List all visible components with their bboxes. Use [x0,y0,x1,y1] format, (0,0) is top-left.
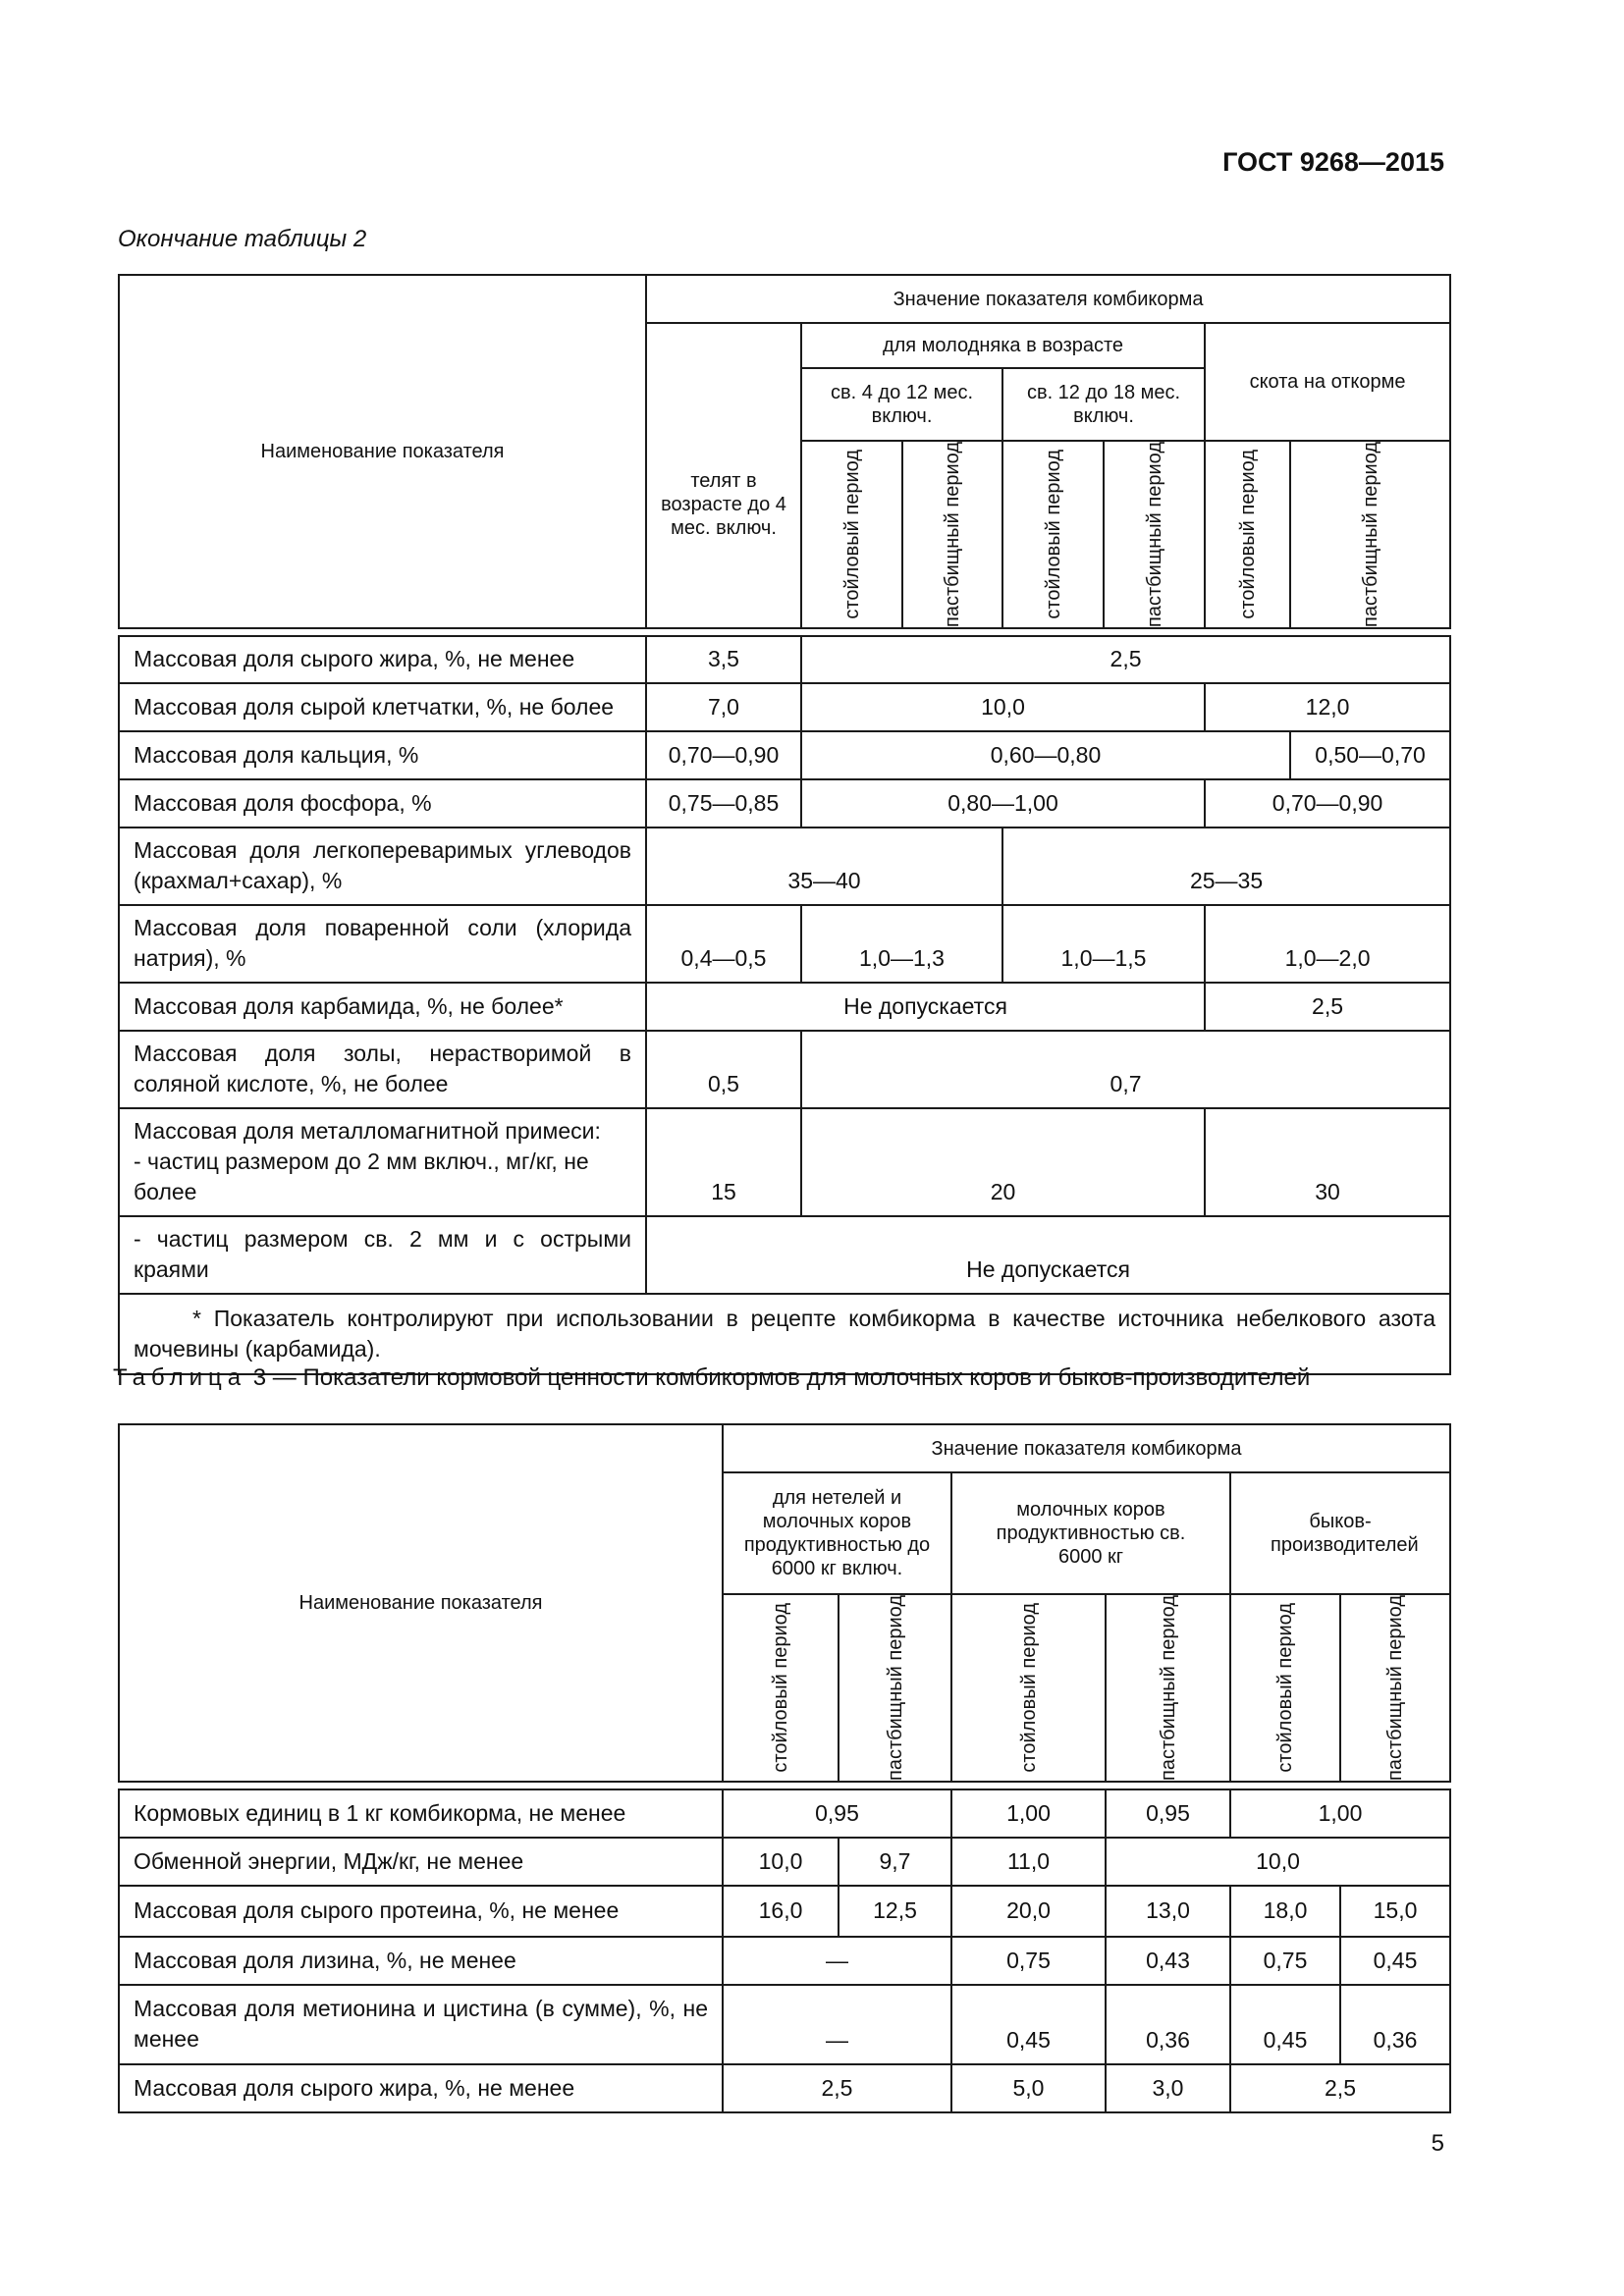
row-label: Массовая доля металломагнитной примеси: - частиц размером до 2 мм включ., мг/кг, не более [119,1108,646,1216]
cell: 0,36 [1106,1985,1230,2064]
t3-header-stall-2: стойловый период [951,1594,1106,1782]
cell: 16,0 [723,1886,839,1937]
cell: 0,4—0,5 [646,905,801,983]
cell: 0,45 [1340,1937,1450,1985]
cell: 1,0—1,3 [801,905,1002,983]
cell: 0,80—1,00 [801,779,1205,828]
table-row [119,1937,1450,1985]
cell: — [723,1985,951,2064]
cell: 18,0 [1230,1886,1340,1937]
cell: 9,7 [839,1838,951,1886]
cell: 2,5 [1230,2064,1450,2112]
table-row [119,828,1450,905]
cell: 12,0 [1205,683,1450,731]
row-label: Кормовых единиц в 1 кг комбикорма, не менее [119,1789,723,1838]
row-label: Массовая доля метионина и цистина (в сумме), %, не менее [119,1985,723,2064]
cell: 10,0 [1106,1838,1450,1886]
table2-caption: Окончание таблицы 2 [118,226,367,252]
row-label: Массовая доля кальция, % [119,731,646,779]
cell: 0,60—0,80 [801,731,1290,779]
t2-header-young-4-12: св. 4 до 12 мес. включ. [801,368,1002,441]
cell: Не допускается [646,1216,1450,1294]
t3-header-group-3: быков-производителей [1230,1472,1450,1594]
t2-header-pasture-2: пастбищный период [1104,441,1205,628]
t3-header-group-2: молочных коров продуктивностью св. 6000 кг [951,1472,1230,1594]
cell: 20,0 [951,1886,1106,1937]
table-row [119,1985,1450,2064]
cell: 0,95 [723,1789,951,1838]
row-label: Массовая доля золы, нерастворимой в соляной кислоте, %, не более [119,1031,646,1108]
cell: 1,00 [951,1789,1106,1838]
cell: 0,75 [951,1937,1106,1985]
table-row [119,779,1450,828]
cell: 11,0 [951,1838,1106,1886]
table-row [119,731,1450,779]
table2-footnote: * Показатель контролируют при использовании в рецепте комбикорма в качестве источника небелкового азота мочевины (карбамида). [119,1294,1450,1374]
row-label: Массовая доля фосфора, % [119,779,646,828]
table-row [119,1216,1450,1294]
t2-header-calves: телят в возрасте до 4 мес. включ. [646,323,801,628]
cell: 2,5 [1205,983,1450,1031]
cell: 0,95 [1106,1789,1230,1838]
row-label: Массовая доля поваренной соли (хлорида натрия), % [119,905,646,983]
table-row [119,1108,1450,1216]
cell: 2,5 [801,636,1450,683]
t2-header-pasture-1: пастбищный период [902,441,1002,628]
table-row [119,983,1450,1031]
cell: 35—40 [646,828,1002,905]
row-label: Массовая доля сырого протеина, %, не менее [119,1886,723,1937]
cell: 30 [1205,1108,1450,1216]
cell: 0,7 [801,1031,1450,1108]
table-row [119,1031,1450,1108]
table-row [119,1886,1450,1937]
cell: 1,0—1,5 [1002,905,1205,983]
cell: 5,0 [951,2064,1106,2112]
cell: 20 [801,1108,1205,1216]
table-3 [118,1423,1451,2113]
t2-header-young-12-18: св. 12 до 18 мес. включ. [1002,368,1205,441]
t3-header-pasture-2: пастбищный период [1106,1594,1230,1782]
t3-header-value-group: Значение показателя комбикорма [723,1424,1450,1472]
t2-header-value-group: Значение показателя комбикорма [646,275,1450,323]
t2-header-stall-2: стойловый период [1002,441,1104,628]
row-label: Массовая доля лизина, %, не менее [119,1937,723,1985]
row-label: Массовая доля легкопереваримых углеводов (крахмал+сахар), % [119,828,646,905]
table-row [119,905,1450,983]
cell: Не допускается [646,983,1205,1031]
cell: 0,70—0,90 [1205,779,1450,828]
t3-header-pasture-3: пастбищный период [1340,1594,1450,1782]
cell: 3,5 [646,636,801,683]
table-row [119,683,1450,731]
cell: 0,75 [1230,1937,1340,1985]
table-row [119,1789,1450,1838]
cell: 3,0 [1106,2064,1230,2112]
row-label: Обменной энергии, МДж/кг, не менее [119,1838,723,1886]
table-2 [118,274,1451,1375]
table-row [119,1838,1450,1886]
cell: 10,0 [801,683,1205,731]
t3-header-pasture-1: пастбищный период [839,1594,951,1782]
t2-header-fattening: скота на откорме [1205,323,1450,441]
table-row [119,636,1450,683]
cell: 0,36 [1340,1985,1450,2064]
table3-caption: Таблица 3 — Показатели кормовой ценности комбикормов для молочных коров и быков-производителей [113,1364,1311,1391]
cell: 0,50—0,70 [1290,731,1450,779]
cell: 0,43 [1106,1937,1230,1985]
t3-header-group-1: для нетелей и молочных коров продуктивностью до 6000 кг включ. [723,1472,951,1594]
cell: 12,5 [839,1886,951,1937]
cell: 0,5 [646,1031,801,1108]
cell: 7,0 [646,683,801,731]
row-label: Массовая доля сырого жира, %, не менее [119,636,646,683]
cell: 0,45 [951,1985,1106,2064]
t2-header-name: Наименование показателя [119,275,646,628]
cell: 1,0—2,0 [1205,905,1450,983]
t2-header-stall-3: стойловый период [1205,441,1290,628]
t2-header-pasture-3: пастбищный период [1290,441,1450,628]
row-label: Массовая доля карбамида, %, не более* [119,983,646,1031]
cell: 25—35 [1002,828,1450,905]
cell: 13,0 [1106,1886,1230,1937]
row-label: - частиц размером св. 2 мм и с острыми краями [119,1216,646,1294]
page-number: 5 [1431,2130,1444,2157]
cell: 10,0 [723,1838,839,1886]
t2-header-stall-1: стойловый период [801,441,902,628]
row-label: Массовая доля сырой клетчатки, %, не более [119,683,646,731]
t2-header-young: для молодняка в возрасте [801,323,1205,368]
t3-header-name: Наименование показателя [119,1424,723,1782]
cell: 2,5 [723,2064,951,2112]
t3-header-stall-3: стойловый период [1230,1594,1340,1782]
cell: 15,0 [1340,1886,1450,1937]
cell: 0,70—0,90 [646,731,801,779]
cell: — [723,1937,951,1985]
cell: 1,00 [1230,1789,1450,1838]
cell: 0,75—0,85 [646,779,801,828]
document-code: ГОСТ 9268—2015 [1222,147,1444,177]
table-row [119,2064,1450,2112]
row-label: Массовая доля сырого жира, %, не менее [119,2064,723,2112]
cell: 0,45 [1230,1985,1340,2064]
t3-header-stall-1: стойловый период [723,1594,839,1782]
cell: 15 [646,1108,801,1216]
